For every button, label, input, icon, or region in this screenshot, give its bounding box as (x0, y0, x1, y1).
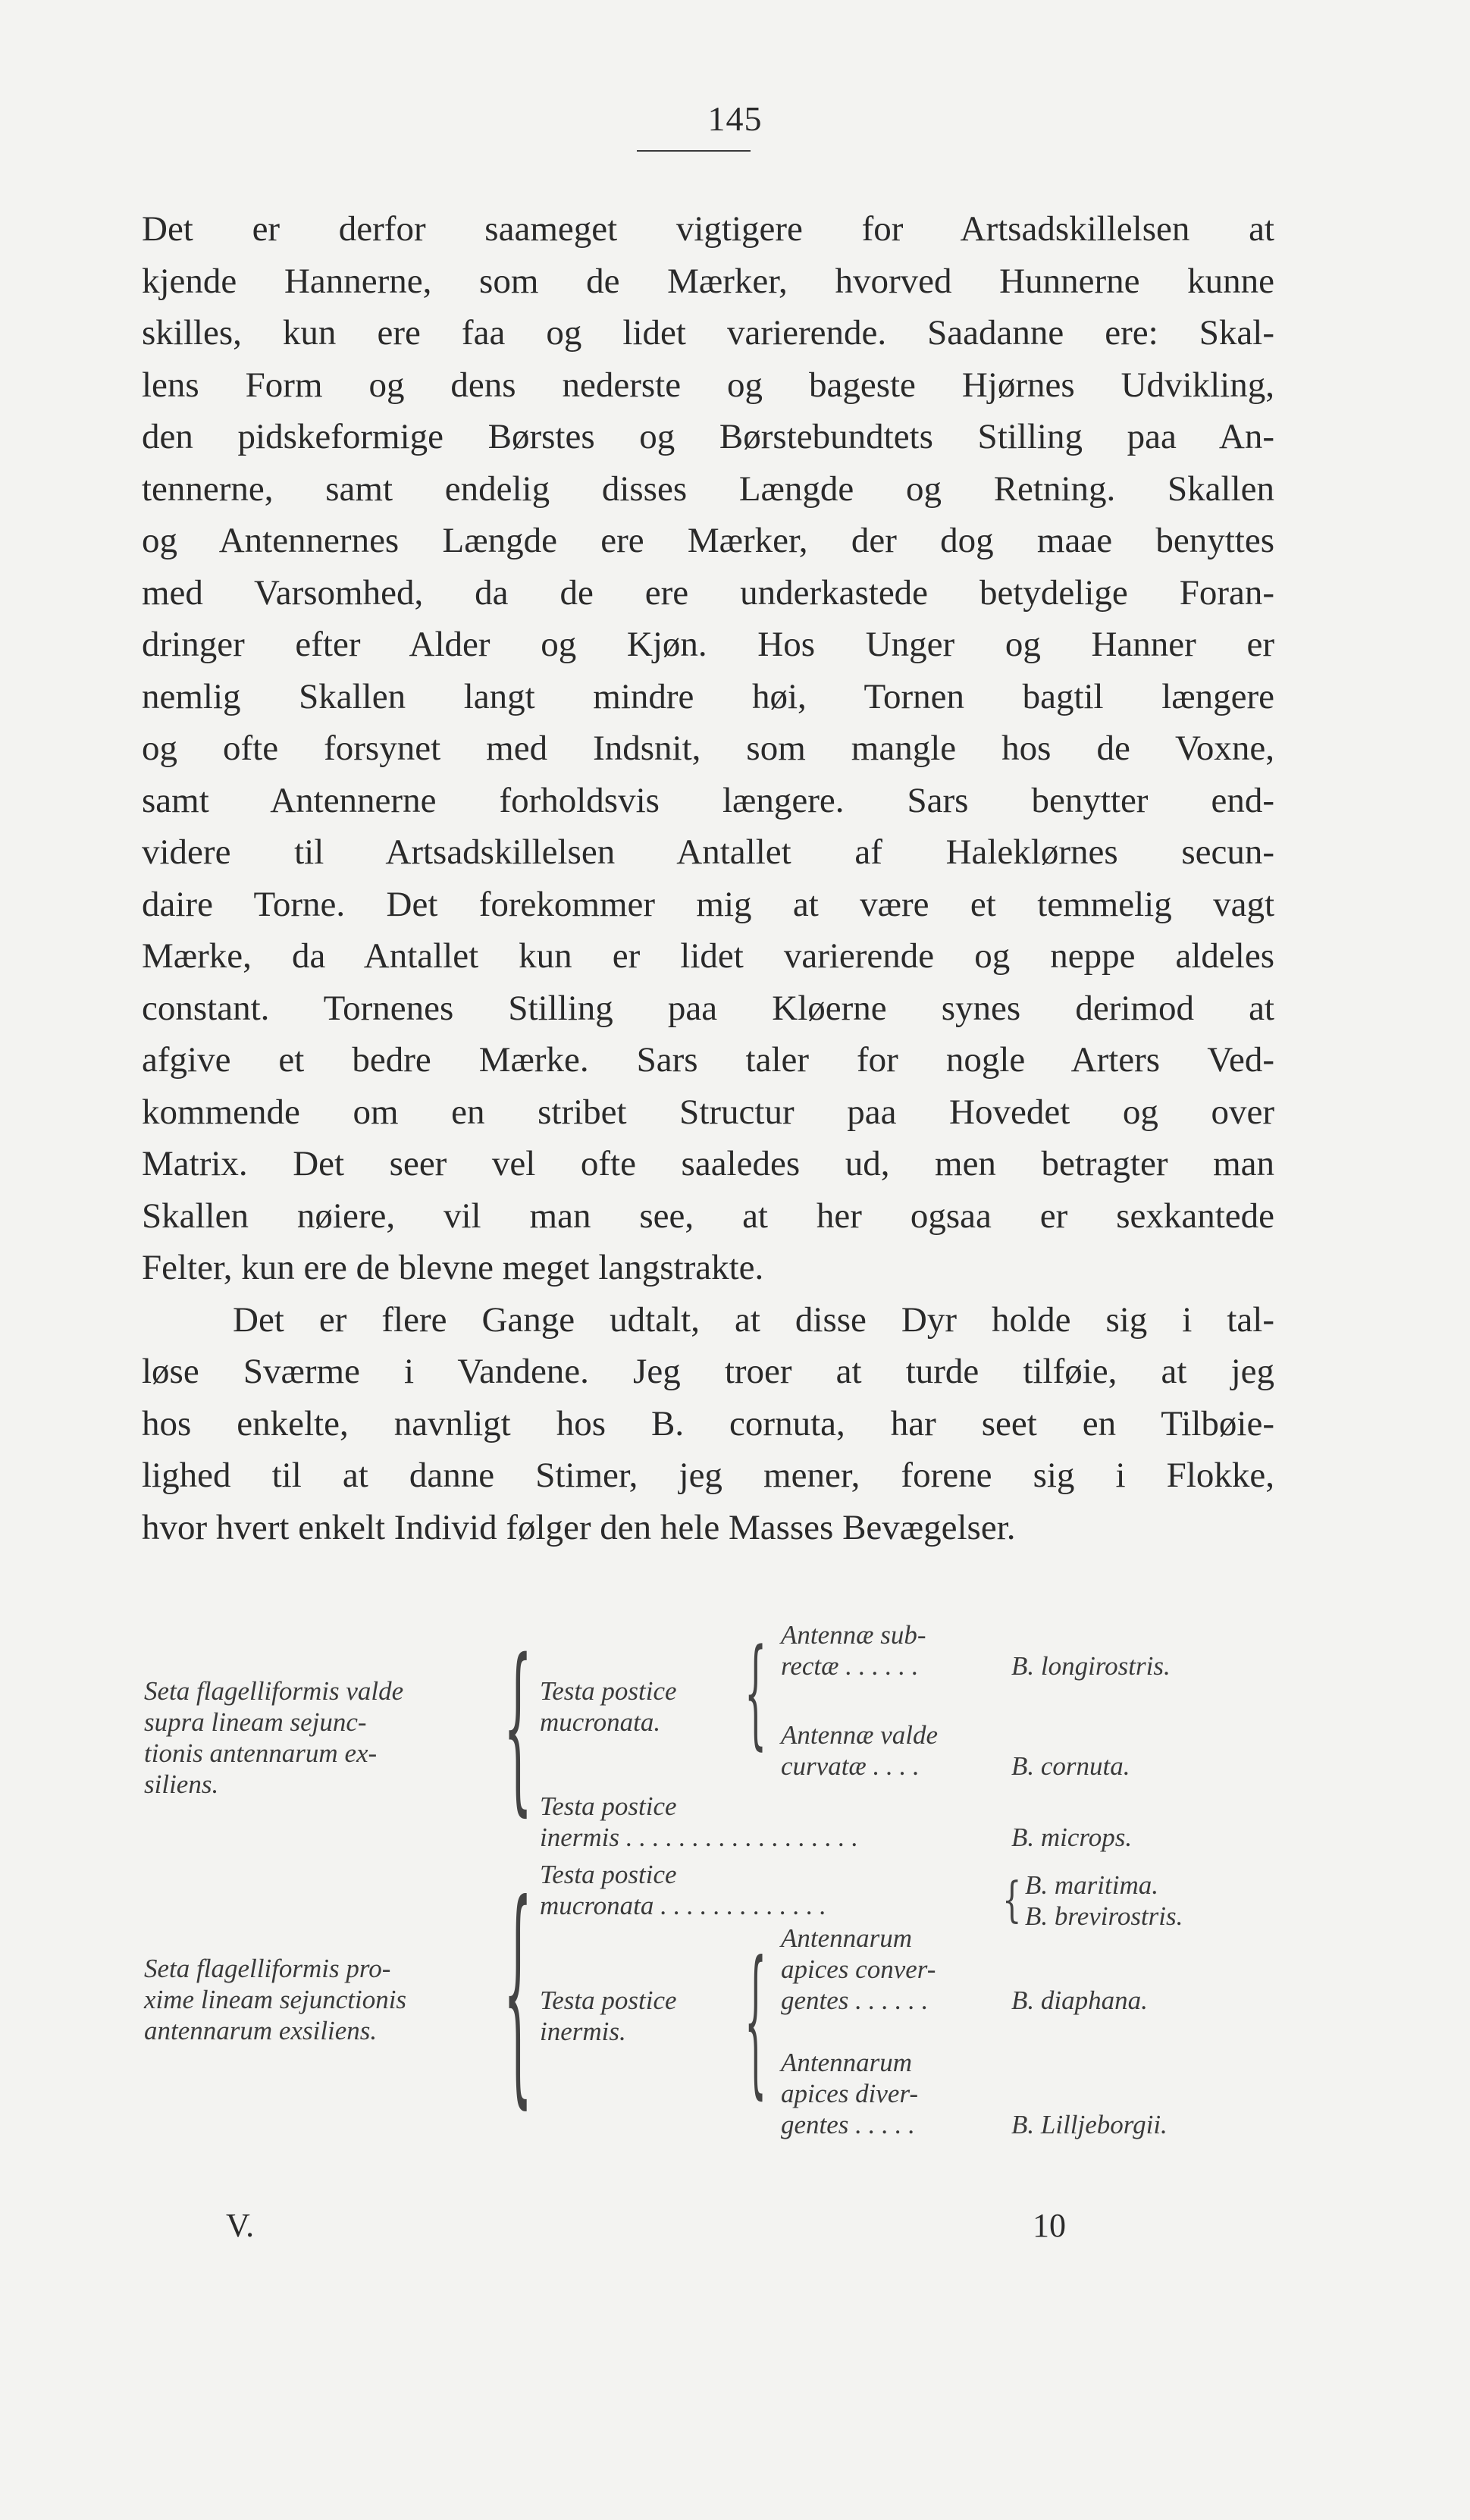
text-line: løse Sværme i Vandene. Jeg troer at turde tilføie, at jeg (142, 1352, 1274, 1391)
text-line: og Antennernes Længde ere Mærker, der dog maae benyttes (142, 521, 1274, 560)
group1-brace: { (503, 1622, 533, 1835)
text-line: Felter, kun ere de blevne meget langstrakte. (142, 1248, 764, 1287)
text-line: nemlig Skallen langt mindre høi, Tornen bagtil længere (142, 676, 1274, 716)
text-line: kjende Hannerne, som de Mærker, hvorved Hunnerne kunne (142, 261, 1274, 301)
group1-b-text: Testa postice inermis . . . . . . . . . . . . . . . . . . (540, 1791, 858, 1852)
group2-a-text: Testa postice mucronata . . . . . . . . . . . . . (540, 1860, 826, 1920)
group2-a-brace: { (1002, 1873, 1022, 1929)
header-rule (637, 150, 751, 152)
text-line: Matrix. Det seer vel ofte saaledes ud, men betragter man (142, 1144, 1274, 1183)
text-line: afgive et bedre Mærke. Sars taler for nogle Arters Ved- (142, 1040, 1274, 1080)
group2-brace: { (503, 1856, 533, 2132)
text-line: den pidskeformige Børstes og Børstebundtets Stilling paa An- (142, 417, 1274, 456)
text-line: constant. Tornenes Stilling paa Kløerne synes derimod at (142, 988, 1274, 1028)
group1-a2-species: B. cornuta. (1011, 1751, 1130, 1781)
group2-b1-text: Antennarum apices conver- gentes . . . . . . (781, 1923, 936, 2015)
text-line: med Varsomhed, da de ere underkastede betydelige Foran- (142, 572, 1274, 613)
text-line: og ofte forsynet med Indsnit, som mangle hos de Voxne, (142, 729, 1274, 768)
text-line: tennerne, samt endelig disses Længde og Retning. Skallen (142, 469, 1274, 509)
text-line: dringer efter Alder og Kjøn. Hos Unger og Hanner er (142, 625, 1274, 664)
text-line: videre til Artsadskillelsen Antallet af Haleklørnes secun- (142, 832, 1274, 872)
group1-b-species: B. microps. (1011, 1823, 1133, 1852)
text-line: kommende om en stribet Structur paa Hovedet og over (142, 1092, 1274, 1132)
text-line: hvor hvert enkelt Individ følger den hele Masses Bevægelser. (142, 1507, 1016, 1547)
group2-a-species: B. maritima. B. brevirostris. (1025, 1870, 1183, 1931)
text-line: Det er flere Gange udtalt, at disse Dyr holde sig i tal- (233, 1299, 1274, 1340)
sheet-number: 10 (1033, 2207, 1066, 2244)
group1-lead: Seta flagelliformis valde supra lineam sejunc- tionis antennarum ex- siliens. (144, 1676, 404, 1799)
text-line: hos enkelte, navnligt hos B. cornuta, har seet en Tilbøie- (142, 1403, 1274, 1443)
text-line: skilles, kun ere faa og lidet varierende. Saadanne ere: Skal- (142, 313, 1274, 353)
text-line: daire Torne. Det forekommer mig at være et temmelig vagt (142, 884, 1274, 924)
text-line: Det er derfor saameget vigtigere for Artsadskillelsen at (142, 209, 1274, 249)
text-line: lens Form og dens nederste og bageste Hjørnes Udvikling, (142, 365, 1274, 405)
group1-a-brace: { (744, 1622, 767, 1762)
group2-b-brace: { (744, 1926, 767, 2114)
group2-b1-species: B. diaphana. (1011, 1986, 1148, 2015)
text-line: lighed til at danne Stimer, jeg mener, forene sig i Flokke, (142, 1456, 1274, 1495)
group2-b2-text: Antennarum apices diver- gentes . . . . . (781, 2048, 919, 2139)
group1-a1-species: B. longirostris. (1011, 1651, 1171, 1681)
text-line: Skallen nøiere, vil man see, at her ogsaa er sexkantede (142, 1196, 1274, 1236)
page-number: 145 (707, 99, 763, 138)
group2-b-text: Testa postice inermis. (540, 1986, 677, 2046)
group2-b2-species: B. Lilljeborgii. (1011, 2110, 1168, 2139)
text-line: samt Antennerne forholdsvis længere. Sars benytter end- (142, 780, 1274, 820)
group1-a-text: Testa postice mucronata. (540, 1676, 677, 1737)
body-text (142, 203, 1274, 1553)
group1-a1-text: Antennæ sub- rectæ . . . . . . (781, 1620, 926, 1681)
text-line: Mærke, da Antallet kun er lidet varierende og neppe aldeles (142, 936, 1274, 976)
group2-lead: Seta flagelliformis pro- xime lineam sejunctionis antennarum exsiliens. (144, 1954, 407, 2045)
group1-a2-text: Antennæ valde curvatæ . . . . (781, 1720, 939, 1781)
signature-mark: V. (226, 2207, 255, 2244)
